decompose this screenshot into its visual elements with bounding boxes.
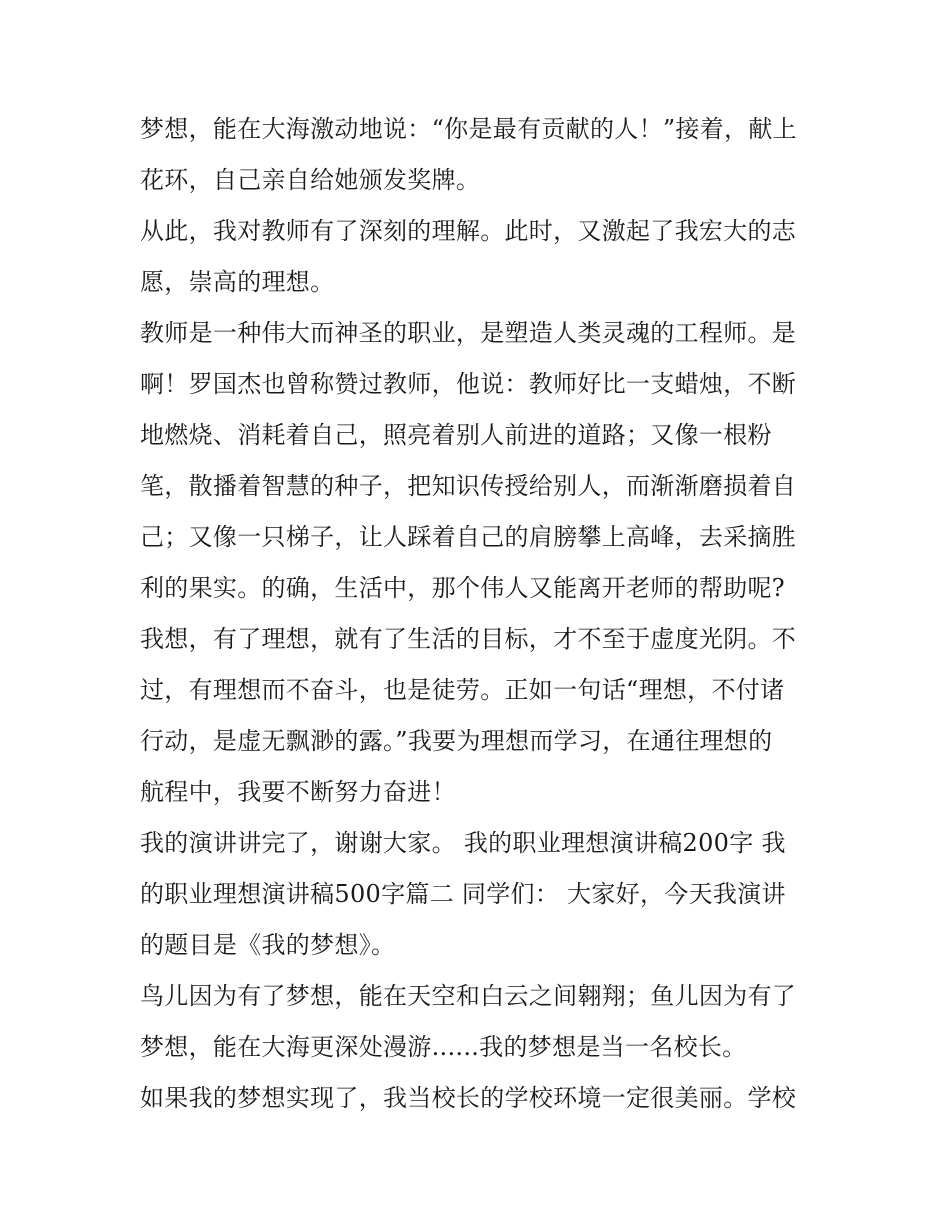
text-line-5: 教师是一种伟大而神圣的职业，是塑造人类灵魂的工程师。是 <box>140 319 797 347</box>
text-line-8: 笔，散播着智慧的种子，把知识传授给别人，而渐渐磨损着自 <box>140 472 797 500</box>
text-line-20: 如果我的梦想实现了，我当校长的学校环境一定很美丽。学校 <box>140 1084 797 1112</box>
text-line-18: 鸟儿因为有了梦想，能在天空和白云之间翱翔；鱼儿因为有了 <box>140 982 797 1010</box>
text-line-14: 航程中，我要不断努力奋进！ <box>140 778 456 806</box>
text-line-4: 愿，崇高的理想。 <box>140 268 335 296</box>
text-line-13: 行动，是虚无飘渺的露。”我要为理想而学习，在通往理想的 <box>140 727 773 755</box>
text-line-6: 啊！罗国杰也曾称赞过教师，他说：教师好比一支蜡烛，不断 <box>140 370 797 398</box>
text-line-10: 利的果实。的确，生活中，那个伟人又能离开老师的帮助呢? <box>140 574 785 602</box>
text-line-1: 梦想，能在大海激动地说：“你是最有贡献的人！”接着，献上 <box>140 115 797 143</box>
text-line-17: 的题目是《我的梦想》。 <box>140 931 396 959</box>
text-line-3: 从此，我对教师有了深刻的理解。此时，又激起了我宏大的志 <box>140 217 797 245</box>
text-line-12: 过，有理想而不奋斗，也是徒劳。正如一句话“理想，不付诸 <box>140 676 785 704</box>
text-line-9: 己；又像一只梯子，让人踩着自己的肩膀攀上高峰，去采摘胜 <box>140 523 797 551</box>
text-line-11: 我想，有了理想，就有了生活的目标，才不至于虚度光阴。不 <box>140 625 797 653</box>
text-line-7: 地燃烧、消耗着自己，照亮着别人前进的道路；又像一根粉 <box>140 421 772 449</box>
text-line-16: 的职业理想演讲稿500字篇二 同学们： 大家好，今天我演讲 <box>140 880 786 908</box>
text-line-19: 梦想，能在大海更深处漫游......我的梦想是当一名校长。 <box>140 1033 747 1061</box>
document-body <box>140 104 812 1124</box>
text-line-15: 我的演讲讲完了，谢谢大家。 我的职业理想演讲稿200字 我 <box>140 829 786 857</box>
text-line-2: 花环，自己亲自给她颁发奖牌。 <box>140 166 481 194</box>
